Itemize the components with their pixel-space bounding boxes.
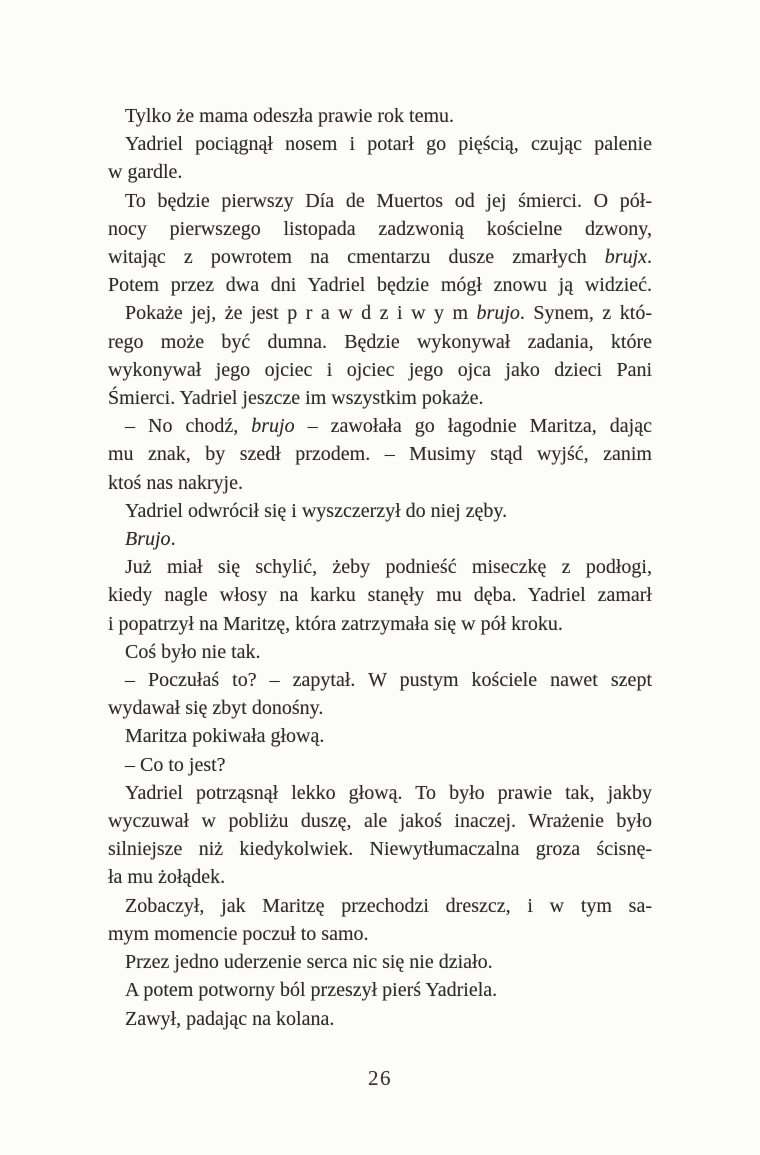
text-line xyxy=(108,610,652,638)
text-run: nocy pierwszego listopada zadzwonią kościelne dzwony, xyxy=(108,217,652,240)
text-line xyxy=(108,835,652,863)
italic-text-run: Brujo xyxy=(125,528,171,551)
text-line xyxy=(108,1005,652,1033)
text-line xyxy=(108,469,652,497)
text-run: ktoś nas nakryje. xyxy=(108,471,243,494)
text-run: silniejsze niż kiedykolwiek. Niewytłumaczalna groza ścisnę- xyxy=(108,838,652,861)
text-run: Zawył, padając na kolana. xyxy=(125,1007,335,1030)
text-run: To będzie pierwszy Día de Muertos od jej śmierci. O pół- xyxy=(125,189,652,212)
text-run: i popatrzył na Maritzę, która zatrzymała się w pół kroku. xyxy=(108,612,563,635)
text-line xyxy=(108,948,652,976)
text-line xyxy=(108,328,652,356)
text-line xyxy=(108,412,652,440)
text-run: – No chodź, xyxy=(125,415,252,438)
text-line xyxy=(108,356,652,384)
text-line xyxy=(108,863,652,891)
text-run: witając z powrotem na cmentarzu dusze zmarłych xyxy=(108,246,605,269)
page-text xyxy=(108,102,652,1033)
text-line xyxy=(108,271,652,299)
page-number: 26 xyxy=(368,1066,392,1090)
text-run: Już miał się schylić, żeby podnieść miseczkę z podłogi, xyxy=(125,556,652,579)
text-run: – Poczułaś to? – zapytał. W pustym kościele nawet szept xyxy=(125,669,652,692)
italic-text-run: brujx xyxy=(604,246,647,269)
text-run: Pokaże jej, że jest p r a w d z i w y m xyxy=(125,302,477,325)
text-run: . Synem, z któ- xyxy=(519,302,652,325)
text-line xyxy=(108,751,652,779)
text-line xyxy=(108,666,652,694)
text-run: rego może być dumna. Będzie wykonywał zadania, które xyxy=(108,330,652,353)
text-line xyxy=(108,722,652,750)
text-run: Yadriel pociągnął nosem i potarł go pięścią, czując palenie xyxy=(125,133,652,156)
text-run: Maritza pokiwała głową. xyxy=(125,725,325,748)
text-run: wydawał się zbyt donośny. xyxy=(108,697,324,720)
text-run: mym momencie poczuł to samo. xyxy=(108,922,369,945)
text-run: – Co to jest? xyxy=(125,753,226,776)
text-line xyxy=(108,384,652,412)
text-line xyxy=(108,525,652,553)
text-run: Yadriel odwrócił się i wyszczerzył do niej zęby. xyxy=(125,499,508,522)
text-line xyxy=(108,215,652,243)
text-run: Potem przez dwa dni Yadriel będzie mógł znowu ją widzieć. xyxy=(108,274,652,297)
text-line xyxy=(108,440,652,468)
text-run: Przez jedno uderzenie serca nic się nie działo. xyxy=(125,951,493,974)
text-run: ła mu żołądek. xyxy=(108,866,226,889)
text-line xyxy=(108,158,652,186)
text-run: w gardle. xyxy=(108,161,183,184)
text-line xyxy=(108,638,652,666)
text-line xyxy=(108,130,652,158)
text-run: Coś było nie tak. xyxy=(125,640,261,663)
text-line xyxy=(108,694,652,722)
text-line xyxy=(108,299,652,327)
text-run: Tylko że mama odeszła prawie rok temu. xyxy=(125,105,455,127)
text-run: wyczuwał w pobliżu duszę, ale jakoś inaczej. Wrażenie było xyxy=(108,810,652,833)
text-line xyxy=(108,892,652,920)
text-line xyxy=(108,920,652,948)
text-run: wykonywał jego ojciec i ojciec jego ojca jako dzieci Pani xyxy=(108,358,652,381)
text-run: Zobaczył, jak Maritzę przechodzi dreszcz, i w tym sa- xyxy=(125,894,652,917)
text-line xyxy=(108,102,652,130)
text-line xyxy=(108,779,652,807)
text-run: . xyxy=(647,246,652,269)
italic-text-run: brujo xyxy=(476,302,520,325)
text-line xyxy=(108,581,652,609)
text-run: A potem potworny ból przeszył pierś Yadriela. xyxy=(125,979,498,1002)
italic-text-run: brujo xyxy=(251,415,295,438)
text-line xyxy=(108,976,652,1004)
text-line xyxy=(108,807,652,835)
text-run: Yadriel potrząsnął lekko głową. To było prawie tak, jakby xyxy=(125,781,652,804)
text-line xyxy=(108,553,652,581)
text-run: . xyxy=(170,528,176,551)
text-run: – zawołała go łagodnie Maritza, dając xyxy=(294,415,652,438)
text-run: kiedy nagle włosy na karku stanęły mu dęba. Yadriel zamarł xyxy=(108,584,652,607)
text-line xyxy=(108,187,652,215)
text-run: Śmierci. Yadriel jeszcze im wszystkim pokaże. xyxy=(108,387,484,410)
text-run: mu znak, by szedł przodem. – Musimy stąd wyjść, zanim xyxy=(108,443,652,466)
text-line xyxy=(108,497,652,525)
text-line xyxy=(108,243,652,271)
